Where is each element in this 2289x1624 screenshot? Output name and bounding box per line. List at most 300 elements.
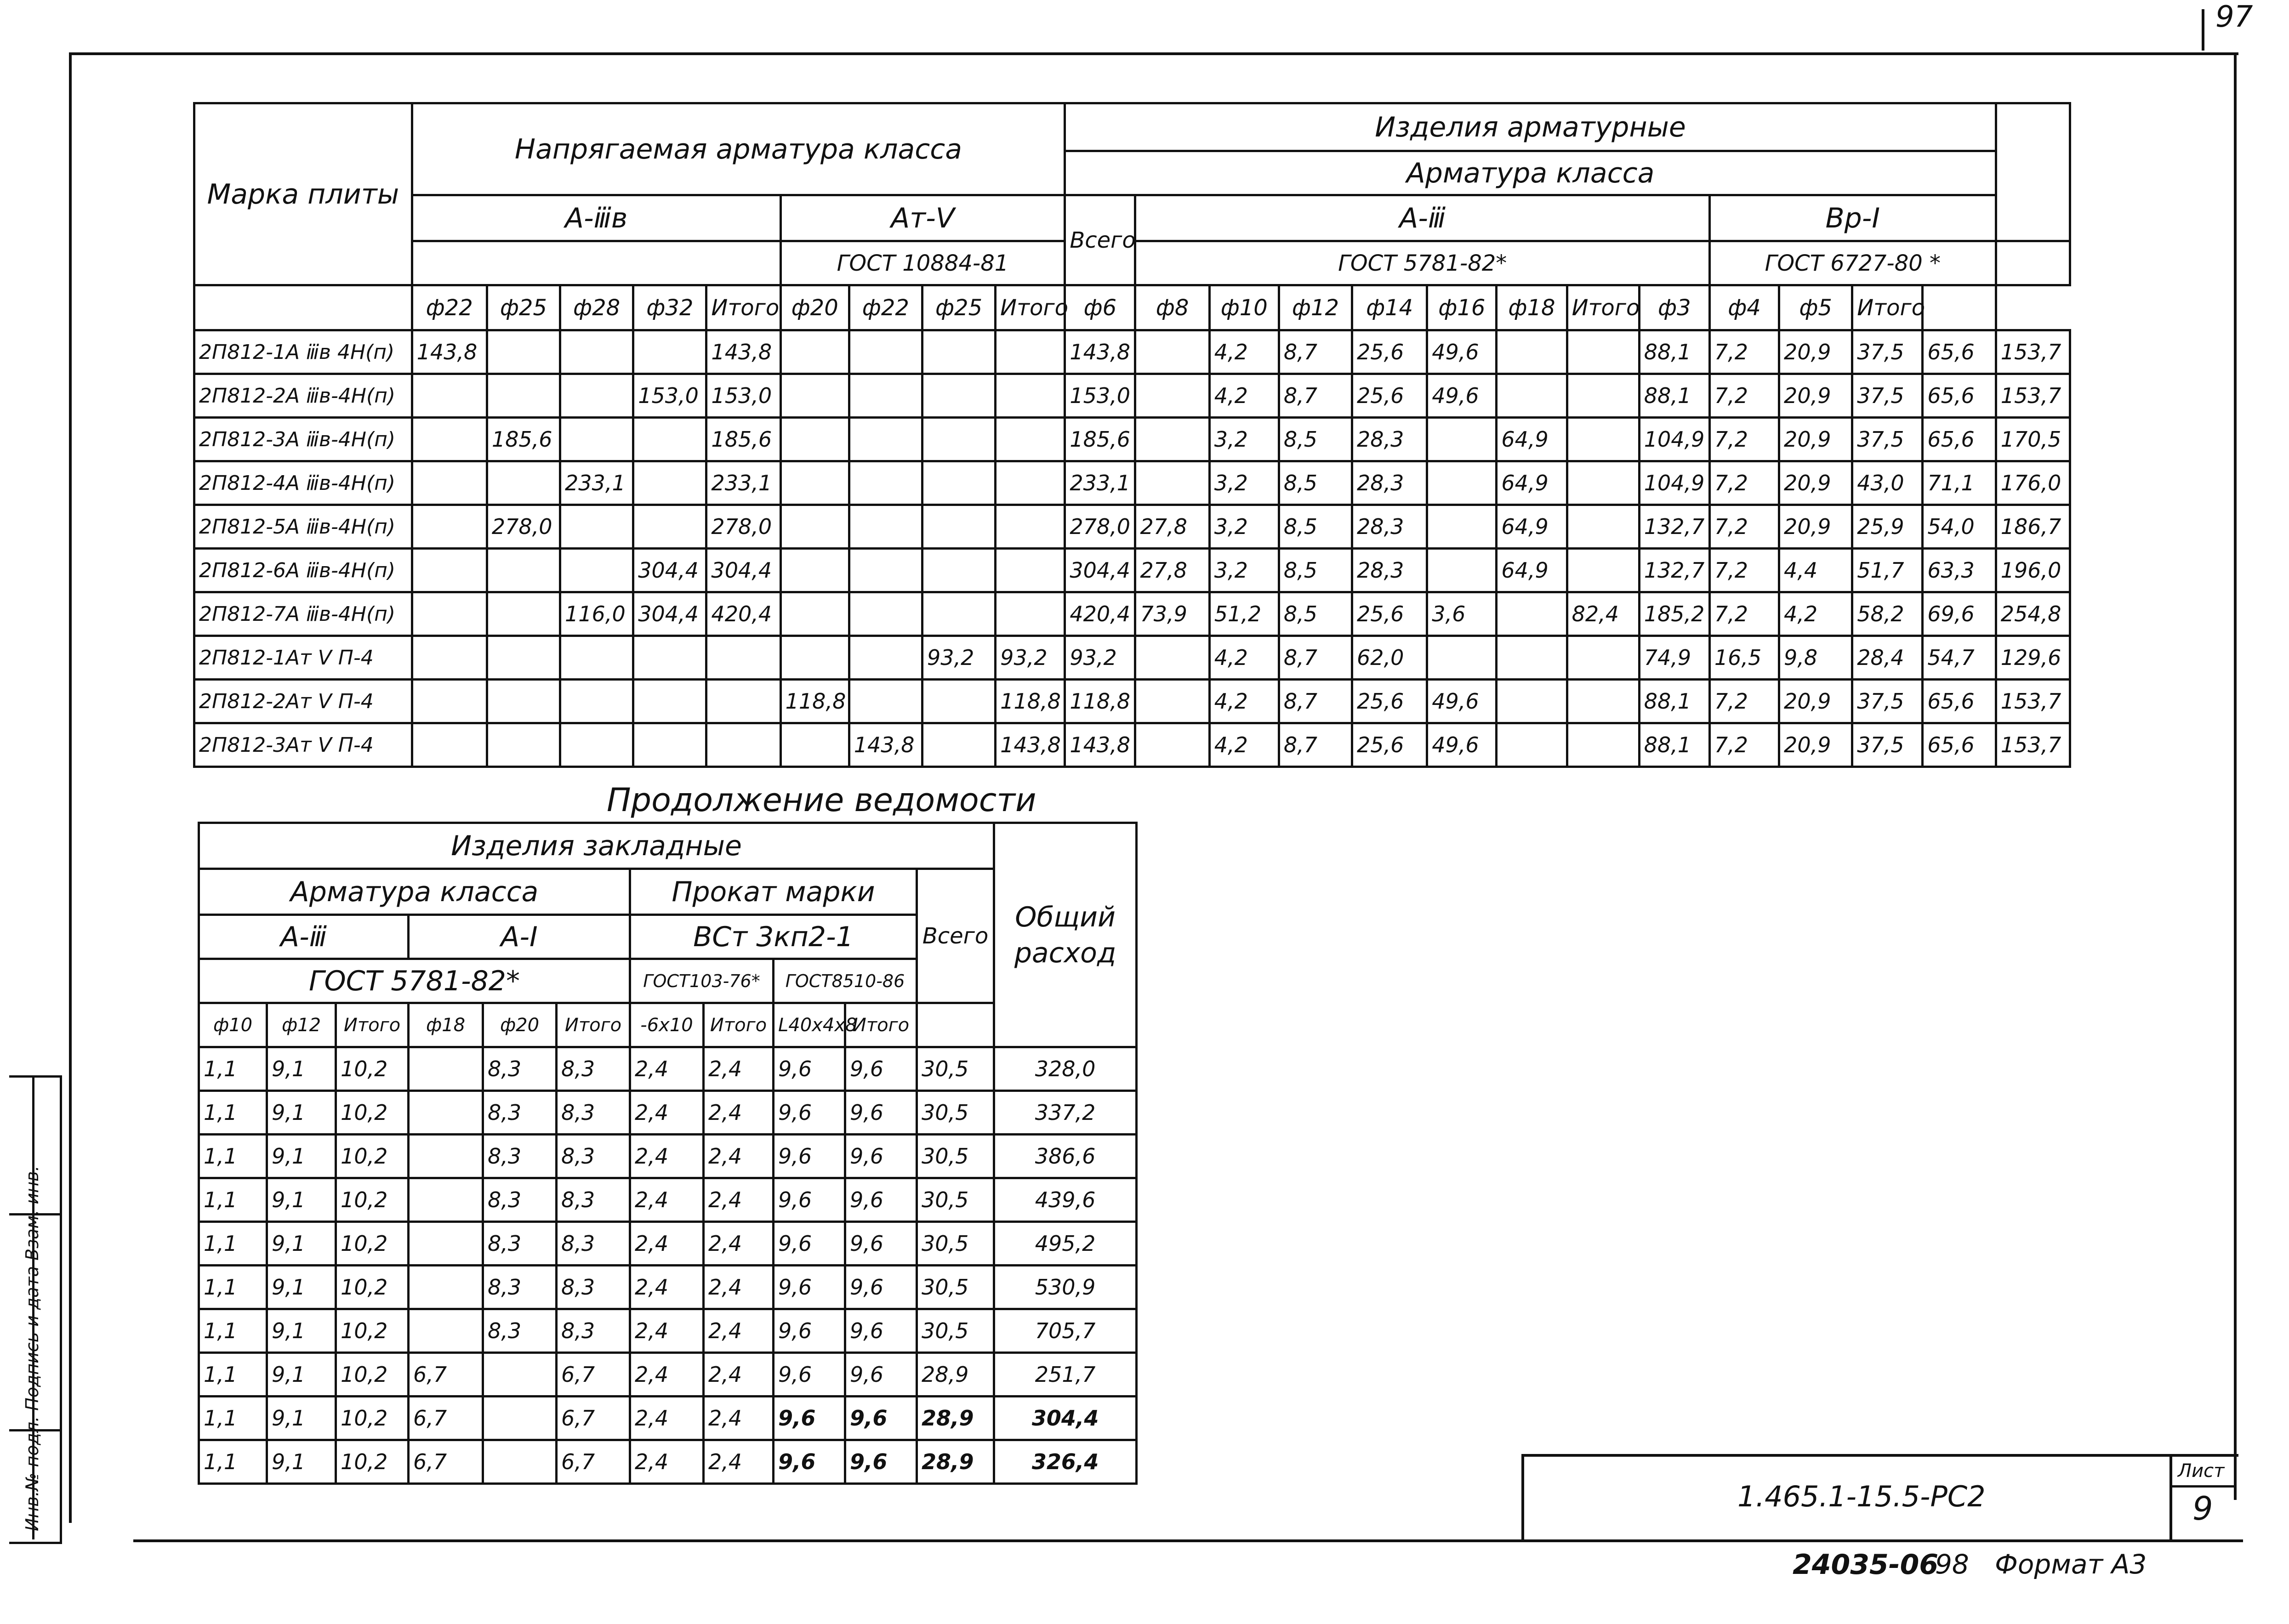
table-cell: 74,9 xyxy=(1639,636,1709,680)
table-cell: 37,5 xyxy=(1852,374,1923,418)
table-cell: 4,2 xyxy=(1209,680,1279,723)
table-cell xyxy=(412,505,487,549)
table-cell: 58,2 xyxy=(1852,592,1923,636)
table-cell xyxy=(560,374,633,418)
top-col-header: ф18 xyxy=(1497,285,1567,330)
table-cell: 28,3 xyxy=(1352,461,1427,505)
top-col-header: ф4 xyxy=(1709,285,1779,330)
table-cell: 51,2 xyxy=(1209,592,1279,636)
table-cell: 7,2 xyxy=(1709,330,1779,374)
table-cell xyxy=(633,505,706,549)
table-cell xyxy=(996,374,1065,418)
table-cell xyxy=(922,723,995,767)
table-cell xyxy=(633,723,706,767)
bottom-gost-5781: ГОСТ 5781-82* xyxy=(199,959,630,1003)
table-cell: 278,0 xyxy=(487,505,560,549)
table-cell xyxy=(560,330,633,374)
table-cell xyxy=(780,549,849,592)
table-cell: 10,2 xyxy=(336,1309,409,1353)
table-cell: 8,5 xyxy=(1279,418,1352,461)
table-cell: 8,7 xyxy=(1279,636,1352,680)
table-cell: 278,0 xyxy=(706,505,780,549)
table-cell: 132,7 xyxy=(1639,505,1709,549)
table-cell: 186,7 xyxy=(1996,505,2070,549)
table-cell: 64,9 xyxy=(1497,549,1567,592)
sheet-number: 9 xyxy=(2192,1490,2213,1527)
table-row xyxy=(194,592,2070,636)
table-cell: 8,3 xyxy=(557,1309,630,1353)
table-cell: 28,3 xyxy=(1352,549,1427,592)
overall-header: Общий расход xyxy=(994,823,1137,1047)
table-cell: 65,6 xyxy=(1923,330,1996,374)
table-cell xyxy=(1427,418,1497,461)
footer-doc-code: 24035-06 xyxy=(1793,1549,1939,1581)
table-cell xyxy=(409,1091,483,1135)
table-cell: 51,7 xyxy=(1852,549,1923,592)
table-cell: 7,2 xyxy=(1709,680,1779,723)
top-col-header: ф12 xyxy=(1279,285,1352,330)
table-row xyxy=(199,1178,1137,1222)
table-cell: 705,7 xyxy=(994,1309,1137,1353)
top-col-header: Итого xyxy=(996,285,1065,330)
table-cell xyxy=(780,418,849,461)
table-cell: 185,6 xyxy=(706,418,780,461)
table-cell: 1,1 xyxy=(199,1222,267,1266)
table-row xyxy=(199,1397,1137,1440)
frame-bottom xyxy=(133,1539,2243,1542)
table-cell: 71,1 xyxy=(1923,461,1996,505)
table-cell: 62,0 xyxy=(1352,636,1427,680)
table-cell: 88,1 xyxy=(1639,374,1709,418)
table-cell xyxy=(409,1222,483,1266)
table-cell xyxy=(633,461,706,505)
table-cell xyxy=(487,636,560,680)
table-cell: 25,6 xyxy=(1352,680,1427,723)
table-cell xyxy=(412,723,487,767)
table-row xyxy=(194,418,2070,461)
table-cell xyxy=(849,592,922,636)
top-col-header: ф25 xyxy=(487,285,560,330)
embedded-class-header: Арматура класса xyxy=(199,869,630,915)
table-cell xyxy=(1497,374,1567,418)
table-cell: 8,7 xyxy=(1279,723,1352,767)
table-cell: 8,3 xyxy=(483,1091,557,1135)
class-aiiiv-header: A-ⅲв xyxy=(412,195,780,241)
table-cell: 8,7 xyxy=(1279,680,1352,723)
table-cell: 7,2 xyxy=(1709,723,1779,767)
table-cell: 9,6 xyxy=(774,1178,845,1222)
table-cell xyxy=(780,374,849,418)
table-cell xyxy=(1497,723,1567,767)
table-cell xyxy=(849,461,922,505)
table-cell: 49,6 xyxy=(1427,374,1497,418)
table-cell: 2,4 xyxy=(704,1397,774,1440)
table-cell: 9,6 xyxy=(845,1178,917,1222)
table-cell xyxy=(922,461,995,505)
table-cell xyxy=(409,1047,483,1091)
bottom-col-header: ф20 xyxy=(483,1003,557,1047)
table-cell xyxy=(1497,592,1567,636)
empty-gost-cell xyxy=(412,241,780,285)
table-cell: 7,2 xyxy=(1709,374,1779,418)
table-cell: 2,4 xyxy=(704,1440,774,1484)
table-cell: 9,6 xyxy=(845,1047,917,1091)
table-cell xyxy=(996,505,1065,549)
gost-8510-header: ГОСТ8510-86 xyxy=(774,959,917,1003)
table-cell: 304,4 xyxy=(633,549,706,592)
table-cell: 304,4 xyxy=(706,549,780,592)
table-cell: 10,2 xyxy=(336,1222,409,1266)
table-cell: 185,6 xyxy=(1065,418,1135,461)
frame-left xyxy=(69,52,72,1523)
table-cell: 129,6 xyxy=(1996,636,2070,680)
table-cell: 4,2 xyxy=(1779,592,1852,636)
table-cell xyxy=(780,723,849,767)
table-cell xyxy=(849,549,922,592)
bottom-specification-table xyxy=(198,822,1138,1485)
table-cell: 8,3 xyxy=(557,1135,630,1178)
frame-right xyxy=(2234,52,2237,1500)
table-cell: 20,9 xyxy=(1779,330,1852,374)
table-cell: 88,1 xyxy=(1639,680,1709,723)
table-cell: 1,1 xyxy=(199,1135,267,1178)
table-cell: 420,4 xyxy=(1065,592,1135,636)
table-cell: 73,9 xyxy=(1135,592,1209,636)
table-cell: 6,7 xyxy=(409,1440,483,1484)
table-cell xyxy=(996,418,1065,461)
table-cell: 1,1 xyxy=(199,1091,267,1135)
table-row xyxy=(194,461,2070,505)
table-cell: 9,1 xyxy=(267,1309,336,1353)
table-cell xyxy=(409,1135,483,1178)
plate-mark-cell: 2П812-7A ⅲв-4Н(п) xyxy=(194,592,412,636)
table-cell: 143,8 xyxy=(706,330,780,374)
table-cell xyxy=(1427,461,1497,505)
table-cell xyxy=(409,1178,483,1222)
table-cell xyxy=(849,418,922,461)
table-cell: 8,7 xyxy=(1279,330,1352,374)
table-cell: 278,0 xyxy=(1065,505,1135,549)
table-cell: 143,8 xyxy=(1065,723,1135,767)
table-cell: 7,2 xyxy=(1709,592,1779,636)
table-cell xyxy=(1567,636,1639,680)
table-cell: 25,6 xyxy=(1352,330,1427,374)
table-cell: 9,8 xyxy=(1779,636,1852,680)
table-cell xyxy=(1135,636,1209,680)
table-cell: 10,2 xyxy=(336,1091,409,1135)
table-cell xyxy=(1135,418,1209,461)
table-cell: 8,3 xyxy=(557,1266,630,1309)
table-cell: 2,4 xyxy=(704,1047,774,1091)
bottom-col-header: ф12 xyxy=(267,1003,336,1047)
plate-mark-cell: 2П812-4A ⅲв-4Н(п) xyxy=(194,461,412,505)
table-cell: 143,8 xyxy=(1065,330,1135,374)
table-cell: 8,3 xyxy=(483,1135,557,1178)
steel-header: ВСт 3кп2-1 xyxy=(630,915,917,959)
table-cell: 530,9 xyxy=(994,1266,1137,1309)
table-cell: 20,9 xyxy=(1779,418,1852,461)
table-cell: 1,1 xyxy=(199,1266,267,1309)
plate-mark-header: Марка плиты xyxy=(194,103,412,285)
table-cell: 20,9 xyxy=(1779,723,1852,767)
table-cell xyxy=(1135,330,1209,374)
table-cell xyxy=(1135,723,1209,767)
table-cell xyxy=(922,330,995,374)
table-row xyxy=(199,1309,1137,1353)
table-cell: 118,8 xyxy=(780,680,849,723)
table-cell xyxy=(1497,636,1567,680)
table-cell: 25,6 xyxy=(1352,592,1427,636)
table-cell: 8,5 xyxy=(1279,592,1352,636)
table-cell: 8,3 xyxy=(557,1047,630,1091)
table-cell: 233,1 xyxy=(706,461,780,505)
table-cell: 88,1 xyxy=(1639,330,1709,374)
table-cell: 9,1 xyxy=(267,1440,336,1484)
table-cell: 2,4 xyxy=(704,1135,774,1178)
products-header: Изделия арматурные xyxy=(1065,103,1996,151)
table-cell: 30,5 xyxy=(917,1135,994,1178)
table-cell: 30,5 xyxy=(917,1178,994,1222)
plate-mark-cell: 2П812-3Aт Ⅴ П-4 xyxy=(194,723,412,767)
gost-103-header: ГОСТ103-76* xyxy=(630,959,774,1003)
table-cell: 2,4 xyxy=(630,1440,704,1484)
table-cell xyxy=(487,723,560,767)
table-cell: 132,7 xyxy=(1639,549,1709,592)
table-cell xyxy=(487,549,560,592)
table-cell xyxy=(560,505,633,549)
table-cell: 143,8 xyxy=(849,723,922,767)
plate-mark-cell: 2П812-2A ⅲв-4Н(п) xyxy=(194,374,412,418)
table-cell: 2,4 xyxy=(630,1397,704,1440)
table-cell: 10,2 xyxy=(336,1440,409,1484)
table-cell: 9,6 xyxy=(774,1440,845,1484)
bottom-class-aiii: A-ⅲ xyxy=(199,915,409,959)
table-cell xyxy=(1567,505,1639,549)
bottom-col-header: Итого xyxy=(704,1003,774,1047)
table-cell: 2,4 xyxy=(630,1178,704,1222)
table-cell: 93,2 xyxy=(922,636,995,680)
table-cell: 7,2 xyxy=(1709,505,1779,549)
table-cell: 9,6 xyxy=(774,1135,845,1178)
table-cell: 7,2 xyxy=(1709,549,1779,592)
table-cell: 9,6 xyxy=(774,1353,845,1397)
table-cell: 9,6 xyxy=(774,1266,845,1309)
table-cell: 28,3 xyxy=(1352,505,1427,549)
table-cell: 3,2 xyxy=(1209,505,1279,549)
table-cell xyxy=(706,723,780,767)
table-cell xyxy=(633,636,706,680)
table-cell: 7,2 xyxy=(1709,418,1779,461)
table-cell: 20,9 xyxy=(1779,505,1852,549)
table-cell: 9,1 xyxy=(267,1178,336,1222)
table-cell xyxy=(633,680,706,723)
table-cell xyxy=(922,374,995,418)
title-block-left xyxy=(1521,1454,1524,1541)
top-column-headers xyxy=(194,285,2070,330)
table-cell xyxy=(483,1397,557,1440)
table-cell: 54,7 xyxy=(1923,636,1996,680)
table-cell xyxy=(487,592,560,636)
table-cell xyxy=(487,461,560,505)
table-cell: 10,2 xyxy=(336,1266,409,1309)
table-cell: 2,4 xyxy=(630,1047,704,1091)
reinforcement-class-header: Арматура класса xyxy=(1065,151,1996,195)
table-cell: 10,2 xyxy=(336,1397,409,1440)
plate-mark-cell: 2П812-6A ⅲв-4Н(п) xyxy=(194,549,412,592)
table-cell xyxy=(1427,636,1497,680)
gost-spacer xyxy=(1996,241,2070,285)
top-col-header: Итого xyxy=(1567,285,1639,330)
table-cell: 28,4 xyxy=(1852,636,1923,680)
table-cell: 6,7 xyxy=(557,1397,630,1440)
table-cell: 37,5 xyxy=(1852,418,1923,461)
continuation-caption: Продолжение ведомости xyxy=(607,781,1036,819)
table-cell xyxy=(780,330,849,374)
table-cell: 4,2 xyxy=(1209,636,1279,680)
table-cell xyxy=(849,330,922,374)
table-cell: 9,6 xyxy=(774,1397,845,1440)
class-atv-header: Aт-Ⅴ xyxy=(780,195,1065,241)
table-cell: 6,7 xyxy=(557,1353,630,1397)
table-cell: 185,2 xyxy=(1639,592,1709,636)
table-cell: 1,1 xyxy=(199,1047,267,1091)
corner-mark xyxy=(2202,9,2204,51)
table-cell: 2,4 xyxy=(704,1091,774,1135)
blank-colhead xyxy=(194,285,412,330)
table-cell xyxy=(633,418,706,461)
table-cell: 4,2 xyxy=(1209,723,1279,767)
table-cell: 25,6 xyxy=(1352,723,1427,767)
table-cell: 9,6 xyxy=(845,1091,917,1135)
table-cell: 8,3 xyxy=(483,1047,557,1091)
table-cell: 495,2 xyxy=(994,1222,1137,1266)
table-cell: 37,5 xyxy=(1852,680,1923,723)
table-cell: 233,1 xyxy=(560,461,633,505)
table-cell xyxy=(1567,330,1639,374)
table-cell: 3,2 xyxy=(1209,549,1279,592)
table-cell: 9,6 xyxy=(845,1353,917,1397)
table-cell: 254,8 xyxy=(1996,592,2070,636)
table-cell: 304,4 xyxy=(633,592,706,636)
table-cell: 116,0 xyxy=(560,592,633,636)
table-cell: 337,2 xyxy=(994,1091,1137,1135)
table-cell xyxy=(487,374,560,418)
plate-mark-cell: 2П812-1A ⅲв 4Н(п) xyxy=(194,330,412,374)
table-cell xyxy=(560,723,633,767)
table-cell: 153,7 xyxy=(1996,330,2070,374)
table-cell xyxy=(412,592,487,636)
bottom-col-header: ф18 xyxy=(409,1003,483,1047)
table-row xyxy=(199,1353,1137,1397)
table-cell: 8,5 xyxy=(1279,461,1352,505)
bottom-total-header: Всего xyxy=(917,869,994,1003)
table-cell: 328,0 xyxy=(994,1047,1137,1091)
table-cell: 20,9 xyxy=(1779,374,1852,418)
table-cell: 4,2 xyxy=(1209,374,1279,418)
table-cell: 37,5 xyxy=(1852,723,1923,767)
table-cell: 28,9 xyxy=(917,1353,994,1397)
table-cell xyxy=(409,1266,483,1309)
table-cell: 104,9 xyxy=(1639,418,1709,461)
table-cell: 1,1 xyxy=(199,1440,267,1484)
table-cell xyxy=(1567,680,1639,723)
top-col-header: Итого xyxy=(706,285,780,330)
table-cell: 30,5 xyxy=(917,1266,994,1309)
table-cell: 9,6 xyxy=(774,1091,845,1135)
bottom-col-header: ф10 xyxy=(199,1003,267,1047)
table-cell: 2,4 xyxy=(630,1353,704,1397)
table-cell: 88,1 xyxy=(1639,723,1709,767)
table-cell xyxy=(1567,461,1639,505)
table-row xyxy=(199,1222,1137,1266)
table-cell xyxy=(483,1353,557,1397)
table-cell: 9,6 xyxy=(845,1397,917,1440)
table-cell xyxy=(996,592,1065,636)
top-right-spacer xyxy=(1996,103,2070,241)
table-cell xyxy=(1567,723,1639,767)
table-cell xyxy=(412,418,487,461)
bottom-col-header: -6x10 xyxy=(630,1003,704,1047)
table-cell: 30,5 xyxy=(917,1047,994,1091)
table-cell xyxy=(780,592,849,636)
table-cell xyxy=(849,680,922,723)
table-cell: 6,7 xyxy=(409,1397,483,1440)
table-cell: 1,1 xyxy=(199,1309,267,1353)
table-cell xyxy=(780,636,849,680)
table-cell: 304,4 xyxy=(994,1397,1137,1440)
table-cell: 8,3 xyxy=(483,1178,557,1222)
footer-number: 98 xyxy=(1935,1549,1969,1580)
class-vp1-header: Bp-Ⅰ xyxy=(1709,195,1996,241)
table-cell xyxy=(922,549,995,592)
table-row xyxy=(199,1266,1137,1309)
table-cell: 3,2 xyxy=(1209,418,1279,461)
top-col-header: ф28 xyxy=(560,285,633,330)
table-cell: 16,5 xyxy=(1709,636,1779,680)
sheet-cell-divider xyxy=(2169,1485,2234,1488)
table-cell xyxy=(487,330,560,374)
table-cell xyxy=(780,505,849,549)
table-cell xyxy=(412,680,487,723)
table-cell xyxy=(996,549,1065,592)
table-row xyxy=(199,1440,1137,1484)
plate-mark-cell: 2П812-3A ⅲв-4Н(п) xyxy=(194,418,412,461)
top-col-header: ф14 xyxy=(1352,285,1427,330)
table-cell: 9,1 xyxy=(267,1222,336,1266)
table-cell: 8,7 xyxy=(1279,374,1352,418)
table-cell xyxy=(412,549,487,592)
table-cell: 196,0 xyxy=(1996,549,2070,592)
table-cell: 2,4 xyxy=(630,1135,704,1178)
table-cell: 8,3 xyxy=(483,1266,557,1309)
table-cell: 304,4 xyxy=(1065,549,1135,592)
table-cell: 20,9 xyxy=(1779,680,1852,723)
top-col-header: ф3 xyxy=(1639,285,1709,330)
table-cell: 54,0 xyxy=(1923,505,1996,549)
table-cell xyxy=(560,680,633,723)
sheet-cell-left xyxy=(2169,1454,2172,1541)
table-cell: 3,6 xyxy=(1427,592,1497,636)
table-cell: 104,9 xyxy=(1639,461,1709,505)
table-cell xyxy=(487,680,560,723)
table-row xyxy=(194,680,2070,723)
table-row xyxy=(194,330,2070,374)
table-cell: 326,4 xyxy=(994,1440,1137,1484)
table-cell xyxy=(780,461,849,505)
table-cell: 9,1 xyxy=(267,1397,336,1440)
table-cell xyxy=(1135,374,1209,418)
table-cell: 2,4 xyxy=(704,1353,774,1397)
